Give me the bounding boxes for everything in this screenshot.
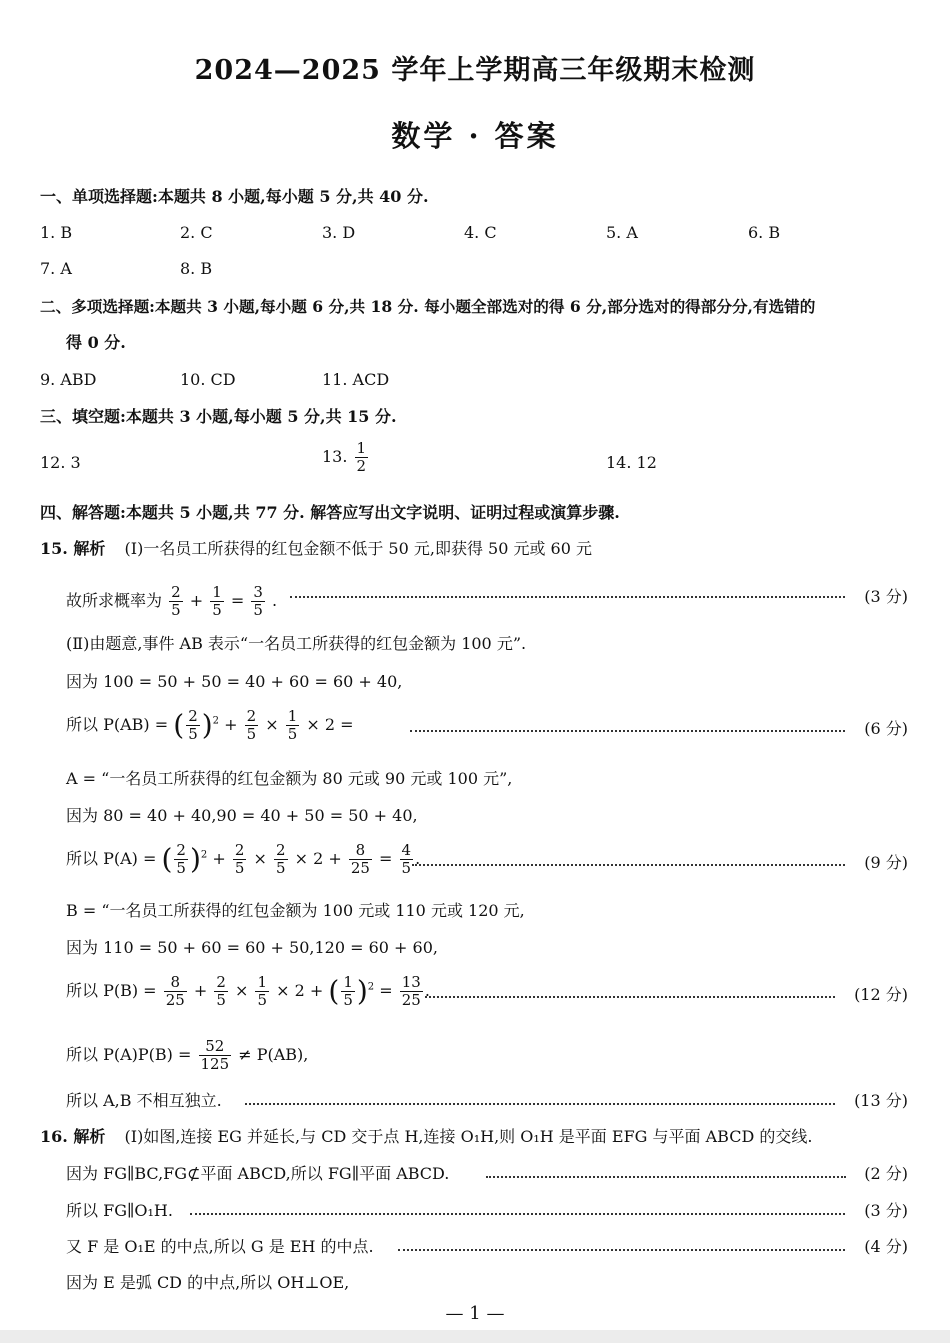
fraction-numerator: 2 [246,707,257,725]
q15-score-3: (9 分) [864,853,908,872]
answer-4: 4. C [464,223,497,242]
frac-8-25 [164,974,187,1009]
leader-dots [425,996,835,998]
q16-part1-text: (Ⅰ)如图,连接 EG 并延长,与 CD 交于点 H,连接 O₁H,则 O₁H 是平面 EFG 与平面 ABCD 的交线. [124,1127,813,1146]
left-paren: ( [161,842,173,876]
q15-l2-frac2 [210,584,224,619]
fraction-denominator: 25 [350,859,370,877]
frac-1-5 [286,708,300,743]
answer-1: 1. B [40,223,73,242]
plus-sign: + [189,591,204,610]
fraction-denominator: 25 [401,991,421,1009]
q15-line3: (Ⅱ)由题意,事件 AB 表示“一名员工所获得的红包金额为 100 元”. [66,634,527,653]
fraction-numerator: 1 [287,707,298,725]
q15-line2 [66,584,277,619]
answer-10: 10. CD [180,370,236,389]
answer-9: 9. ABD [40,370,97,389]
frac-2-5 [214,974,228,1009]
right-paren: ) [356,974,368,1008]
leader-dots [245,1103,835,1105]
fraction-numerator: 52 [199,1038,232,1056]
leader-dots [398,1249,845,1251]
frac-4-5 [400,842,414,877]
q15-score-4: (12 分) [854,985,908,1004]
fraction-numerator: 2 [275,841,286,859]
fraction-denominator: 5 [253,601,263,619]
fraction-denominator: 125 [200,1055,230,1073]
fraction-denominator: 5 [234,859,245,877]
q15-l2-frac1 [169,584,183,619]
answer-13-fraction [355,440,369,475]
answer-14: 14. 12 [606,453,657,472]
q15-l2-frac3 [251,584,265,619]
fraction-denominator: 5 [401,859,412,877]
fraction-denominator: 25 [165,991,185,1009]
q16-score-1: (2 分) [864,1164,908,1183]
q15-line4: 因为 100 = 50 + 50 = 40 + 60 = 60 + 40, [66,672,403,691]
fraction-numerator: 8 [164,974,187,992]
fraction-numerator: 3 [253,583,263,601]
frac-2-5 [186,708,200,743]
q15-l12-rest: ≠ P(AB), [238,1045,309,1064]
section2-heading-line2: 得 0 分. [66,333,126,352]
answer-7: 7. A [40,259,72,278]
fraction-numerator: 2 [234,841,245,859]
q16-line2: 因为 FG∥BC,FG⊄平面 ABCD,所以 FG∥平面 ABCD. [66,1164,450,1183]
frac-8-25 [349,842,372,877]
q15-line6: A = “一名员工所获得的红包金额为 80 元或 90 元或 100 元”, [66,769,513,788]
q15-part1-text: (Ⅰ)一名员工所获得的红包金额不低于 50 元,即获得 50 元或 60 元 [124,539,593,558]
answer-8: 8. B [180,259,213,278]
frac-1-5 [255,974,269,1009]
fraction-numerator: 1 [257,973,268,991]
fraction-denominator: 2 [356,457,367,475]
q16-line1 [40,1126,812,1148]
fraction-numerator: 1 [356,439,367,457]
fraction-denominator: 5 [343,991,353,1009]
fraction-denominator: 5 [216,991,226,1009]
fraction-numerator: 2 [176,841,186,859]
q15-line11: 所以 P(B) = $\frac{8}{25}$ + $\frac{2}{5}$ × $\frac{1}{5}$ × 2 + ( $\frac{1}{5}$ )$^2$ = $\frac{13}{25}$ . [66,973,430,1009]
fraction-denominator: 5 [275,859,286,877]
frac-2-5 [245,708,259,743]
frac-2-5 [174,842,188,877]
leader-dots [190,1213,845,1215]
fraction-denominator: 5 [257,991,268,1009]
q15-line5: 所以 P(AB) = ( $\frac{2}{5}$ )$^2$ + $\frac{2}{5}$ × $\frac{1}{5}$ × 2 = [66,707,354,743]
section2-heading-line1: 二、多项选择题:本题共 3 小题,每小题 6 分,共 18 分. 每小题全部选对的得 6 分,部分选对的得部分分,有选错的 [40,297,816,316]
q16-line4: 又 F 是 O₁E 的中点,所以 G 是 EH 的中点. [66,1237,374,1256]
right-paren: ) [189,842,201,876]
answer-2: 2. C [180,223,213,242]
exponent: 2 [212,715,220,727]
fraction-denominator: 5 [212,601,222,619]
leader-dots [410,730,845,732]
answer-13 [322,440,370,475]
q15-l5-text: 所以 P(AB) = [66,715,169,734]
answer-13-label: 13. [322,447,348,466]
left-paren: ( [328,974,340,1008]
fraction-denominator: 5 [176,859,186,877]
equals-sign: = [230,591,245,610]
exponent: 2 [200,849,208,861]
q15-line7: 因为 80 = 40 + 40,90 = 40 + 50 = 50 + 40, [66,806,418,825]
leader-dots [290,596,845,598]
q15-line9: B = “一名员工所获得的红包金额为 100 元或 110 元或 120 元, [66,901,525,920]
fraction-numerator: 1 [212,583,222,601]
left-paren: ( [173,708,185,742]
fraction-numerator: 1 [343,973,353,991]
q15-score-2: (6 分) [864,719,908,738]
q15-line13: 所以 A,B 不相互独立. [66,1091,222,1110]
answer-6: 6. B [748,223,781,242]
q15-l12-text: 所以 P(A)P(B) = [66,1045,192,1064]
q15-score-5: (13 分) [854,1091,908,1110]
q16-line5: 因为 E 是弧 CD 的中点,所以 OH⊥OE, [66,1273,350,1292]
leader-dots [486,1176,846,1178]
answer-11: 11. ACD [322,370,390,389]
fraction-numerator: 2 [216,973,226,991]
q16-line3: 所以 FG∥O₁H. [66,1201,173,1220]
leader-dots [412,864,845,866]
fraction-numerator: 8 [349,842,372,860]
q15-line1 [40,538,592,560]
page-number: — 1 — [445,1303,505,1324]
q16-label: 16. 解析 [40,1127,106,1146]
fraction-denominator: 5 [246,725,257,743]
exponent: 2 [367,981,375,993]
page-title: 2024—2025 学年上学期高三年级期末检测 [194,55,756,86]
answer-3: 3. D [322,223,356,242]
q15-l5-rest: × 2 = [306,715,354,734]
page-subtitle: 数学 · 答案 [391,119,559,153]
frac-1-5 [341,974,355,1009]
q15-line10: 因为 110 = 50 + 60 = 60 + 50,120 = 60 + 60, [66,938,438,957]
fraction-denominator: 5 [171,601,181,619]
fraction-denominator: 5 [287,725,298,743]
q15-line12 [66,1038,308,1073]
q15-score-1: (3 分) [864,587,908,606]
frac-2-5 [274,842,288,877]
frac-52-125 [199,1038,232,1073]
q15-l11-text: 所以 P(B) = [66,981,157,1000]
section3-heading: 三、填空题:本题共 3 小题,每小题 5 分,共 15 分. [40,407,397,426]
q15-l2-text: 故所求概率为 [66,591,163,610]
section1-heading: 一、单项选择题:本题共 8 小题,每小题 5 分,共 40 分. [40,187,429,206]
fraction-numerator: 13 [401,973,421,991]
q15-l8-text: 所以 P(A) = [66,849,157,868]
frac-13-25 [400,974,423,1009]
fraction-denominator: 5 [188,725,198,743]
fraction-numerator: 2 [188,707,198,725]
answer-12: 12. 3 [40,453,81,472]
fraction-numerator: 4 [401,841,412,859]
answer-5: 5. A [606,223,638,242]
frac-2-5 [233,842,247,877]
section4-heading: 四、解答题:本题共 5 小题,共 77 分. 解答应写出文字说明、证明过程或演算步骤. [40,503,620,522]
right-paren: ) [201,708,213,742]
bottom-band [0,1330,950,1343]
period: . [272,591,278,610]
q15-label: 15. 解析 [40,539,106,558]
fraction-numerator: 2 [171,583,181,601]
q16-score-3: (4 分) [864,1237,908,1256]
q15-line8: 所以 P(A) = ( $\frac{2}{5}$ )$^2$ + $\frac{2}{5}$ × $\frac{2}{5}$ × 2 + $\frac{8}{25}$ = $\frac{4}{5}$ . [66,841,421,877]
q16-score-2: (3 分) [864,1201,908,1220]
